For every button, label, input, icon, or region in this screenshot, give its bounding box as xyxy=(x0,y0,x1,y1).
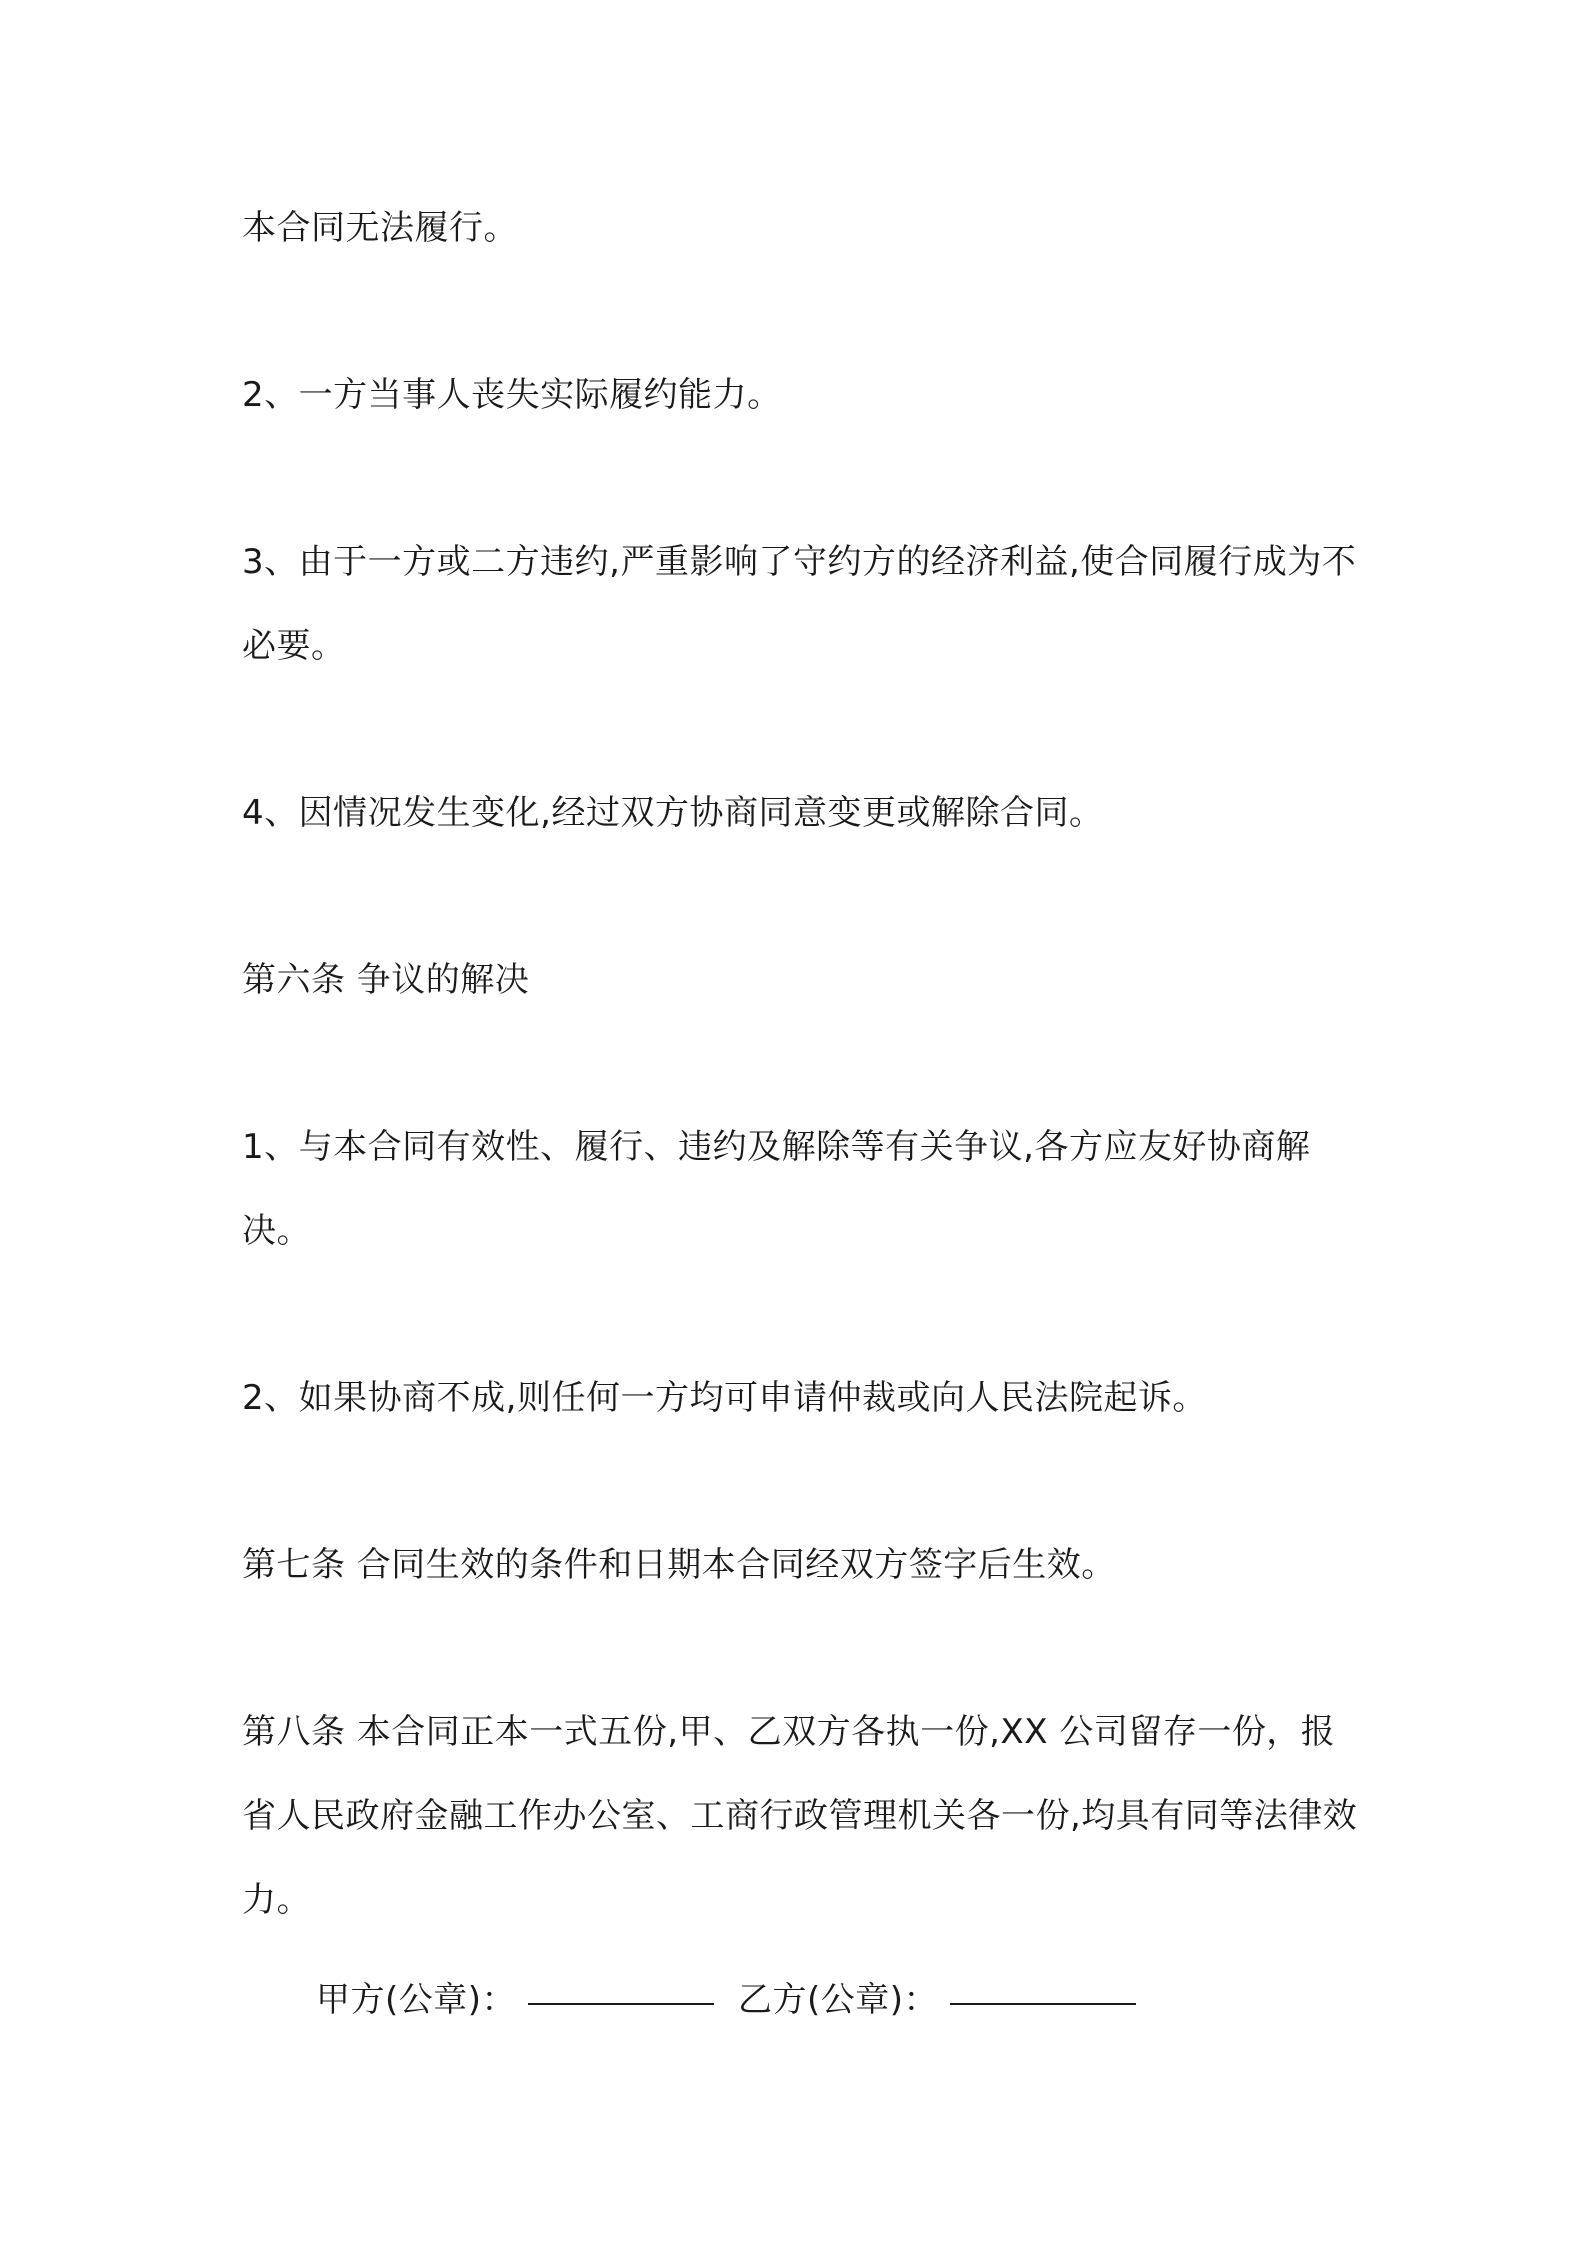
paragraph-item-4: 4、因情况发生变化,经过双方协商同意变更或解除合同。 xyxy=(242,793,1104,833)
party-a-seal-blank xyxy=(528,1973,714,2005)
paragraph-dispute-2: 2、如果协商不成,则任何一方均可申请仲裁或向人民法院起诉。 xyxy=(242,1378,1207,1418)
party-b-seal-label: 乙方(公章)： xyxy=(738,1980,939,2020)
section-heading-article-6: 第六条 争议的解决 xyxy=(242,960,530,1000)
party-a-seal-label: 甲方(公章)： xyxy=(316,1980,517,2020)
paragraph-article-7: 第七条 合同生效的条件和日期本合同经双方签字后生效。 xyxy=(242,1545,1116,1585)
paragraph-item-2: 2、一方当事人丧失实际履约能力。 xyxy=(242,375,782,415)
paragraph-dispute-1: 1、与本合同有效性、履行、违约及解除等有关争议,各方应友好协商解决。 xyxy=(242,1127,1311,1251)
paragraph-item-3: 3、由于一方或二方违约,严重影响了守约方的经济利益,使合同履行成为不必要。 xyxy=(242,542,1357,666)
signature-line xyxy=(316,1958,1160,2042)
paragraph-article-8: 第八条 本合同正本一式五份,甲、乙双方各执一份,XX 公司留存一份，报省人民政府金融工作办公室、工商行政管理机关各一份,均具有同等法律效力。 xyxy=(242,1712,1358,1920)
paragraph-clause-end: 本合同无法履行。 xyxy=(242,208,518,248)
party-b-seal-blank xyxy=(950,1973,1136,2005)
